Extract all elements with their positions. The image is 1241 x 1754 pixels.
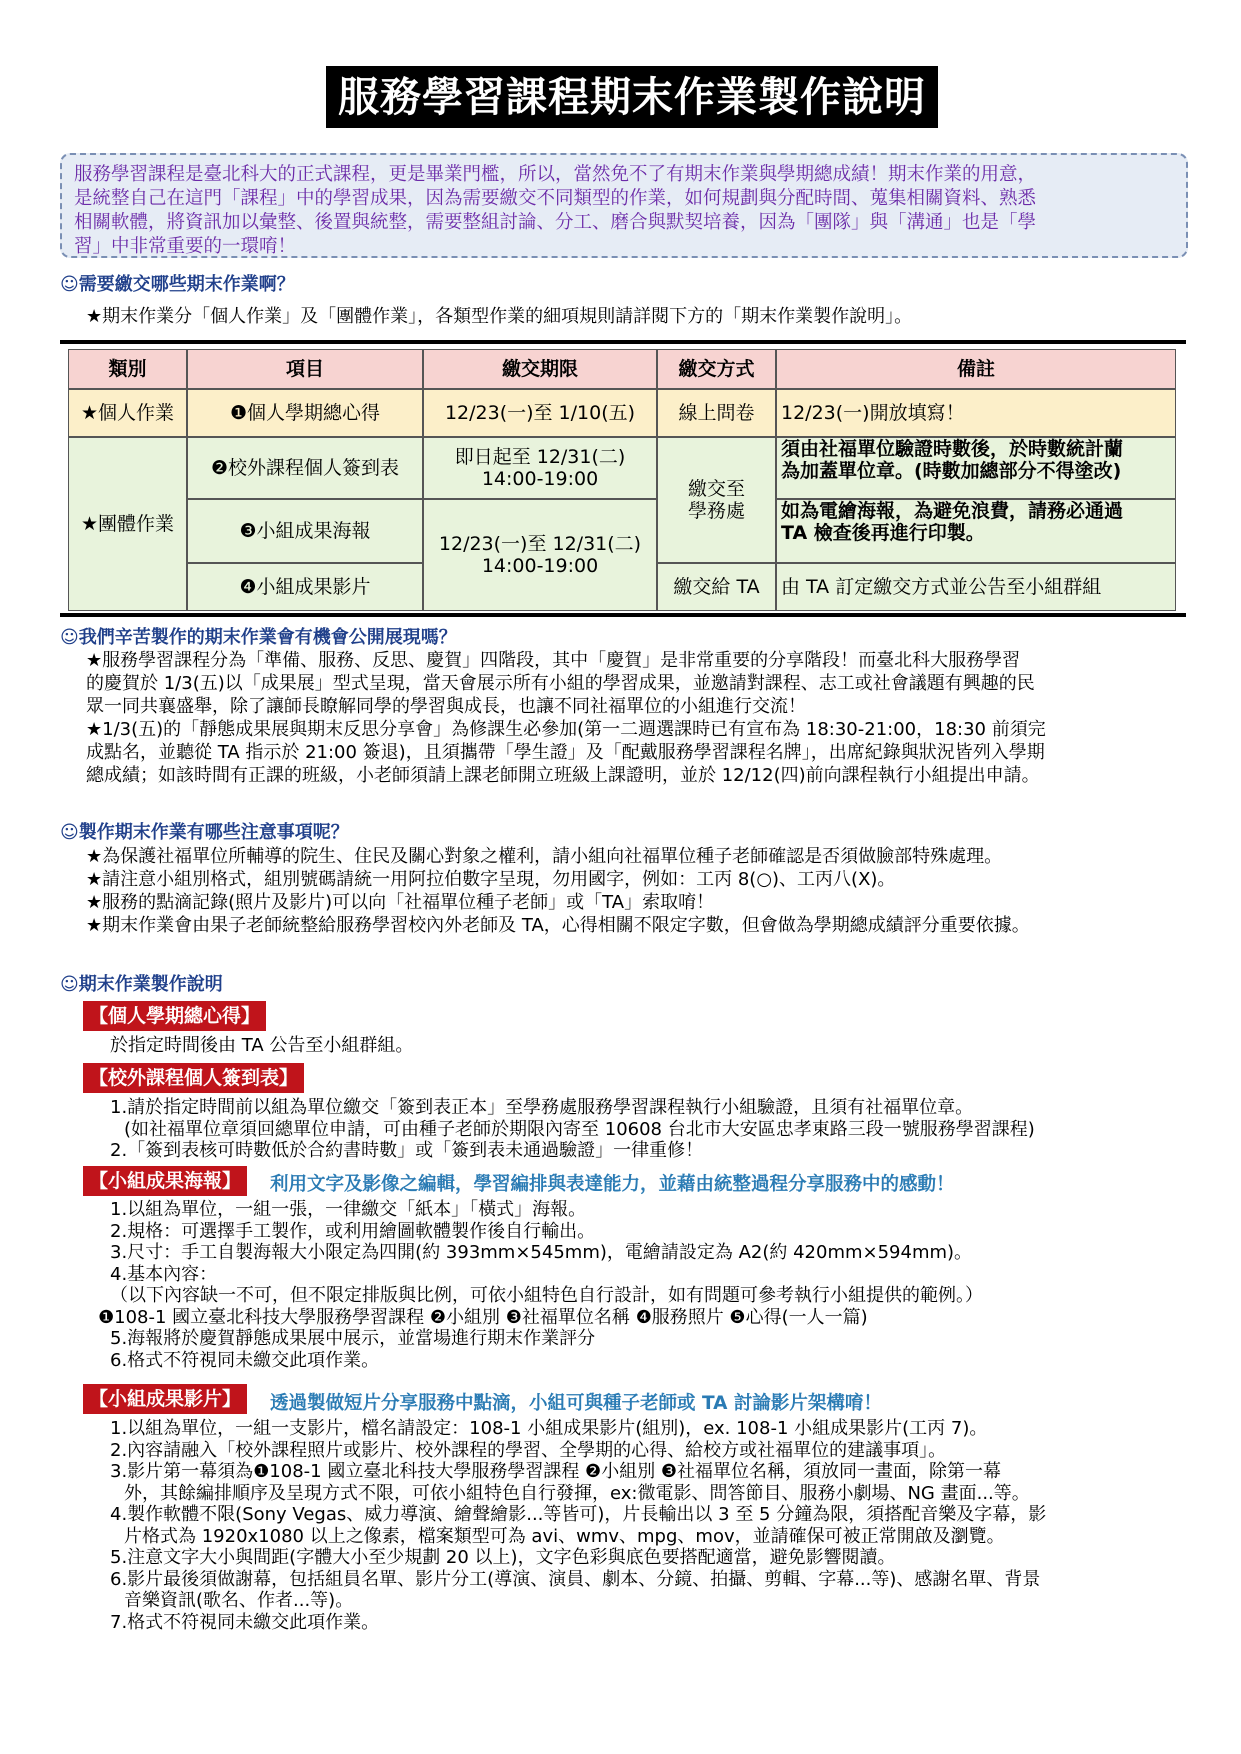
method-line: 學務處 <box>687 500 745 522</box>
table-cell-note <box>776 437 1176 499</box>
section-heading-submissions: ☺需要繳交哪些期末作業啊？ <box>60 274 295 295</box>
deadline-line: 即日起至 12/31(二) <box>454 446 626 468</box>
table-cell: 繳交給 TA <box>657 563 776 611</box>
section-heading-instructions: ☺期末作業製作說明 <box>60 974 223 995</box>
text-line: 片格式為 1920x1080 以上之像素，檔案類型可為 avi、wmv、mpg、mov，並請確保可被正常開啟及瀏覽。 <box>124 1525 1005 1547</box>
intro-line: 相關軟體，將資訊加以彙整、後置與統整，需要整組討論、分工、磨合與默契培養，因為「團隊」與「溝通」也是「學 <box>74 212 1037 233</box>
text-line: （以下內容缺一不可，但不限定排版與比例，可依小組特色自行設計，如有問題可參考執行小組提供的範例。） <box>110 1285 983 1306</box>
list-group-poster <box>98 1199 983 1371</box>
section-heading-notes: ☺製作期末作業有哪些注意事項呢？ <box>60 822 349 843</box>
video-slogan: 透過製做短片分享服務中點滴，小組可與種子老師或 TA 討論影片架構唷！ <box>270 1393 882 1414</box>
intro-line: 習」中非常重要的一環唷！ <box>74 236 297 257</box>
text-line: 於指定時間後由 TA 公告至小組群組。 <box>110 1035 414 1056</box>
section-heading-exhibition: ☺我們辛苦製作的期末作業會有機會公開展現嗎？ <box>60 627 457 648</box>
table-cell: ❷校外課程個人簽到表 <box>187 437 423 499</box>
text-line: 1.以組為單位，一組一張，一律繳交「紙本」「橫式」海報。 <box>110 1199 587 1220</box>
list-personal-reflection <box>110 1035 413 1057</box>
intro-line: 是統整自己在這門「課程」中的學習成果，因為需要繳交不同類型的作業，如何規劃與分配時間、蒐集相關資料、熟悉 <box>74 188 1037 209</box>
text-line: 2.內容請融入「校外課程照片或影片、校外課程的學習、全學期的心得、給校方或社福單位的建議事項」。 <box>110 1439 947 1461</box>
table-cell-deadline <box>423 499 657 611</box>
text-line: 成點名，並聽從 TA 指示於 21:00 簽退)，且須攜帶「學生證」及「配戴服務學習課程名牌」，出席紀錄與狀況皆列入學期 <box>86 742 1045 763</box>
table-cell: ❶個人學期總心得 <box>187 389 423 437</box>
text-line: ★為保護社福單位所輔導的院生、住民及關心對象之權利，請小組向社福單位種子老師確認是否須做臉部特殊處理。 <box>86 846 1003 867</box>
section-body-exhibition <box>86 649 1046 787</box>
text-line: 5.注意文字大小與間距(字體大小至少規劃 20 以上)，文字色彩與底色要搭配適當，避免影響閱讀。 <box>110 1547 896 1568</box>
text-line: 4.製作軟體不限(Sony Vegas、威力導演、繪聲繪影...等皆可)，片長輸出以 3 至 5 分鐘為限，須搭配音樂及字幕，影 <box>110 1504 1047 1525</box>
table-cell: ★個人作業 <box>68 389 187 437</box>
text-line: 2.規格：可選擇手工製作，或利用繪圖軟體製作後自行輸出。 <box>110 1220 596 1242</box>
text-line: 1.請於指定時間前以組為單位繳交「簽到表正本」至學務處服務學習課程執行小組驗證，且須有社福單位章。 <box>110 1097 974 1118</box>
text-line: 3.尺寸：手工自製海報大小限定為四開(約 393mm×545mm)，電繪請設定為 A2(約 420mm×594mm)。 <box>110 1242 973 1263</box>
text-line: ★服務學習課程分為「準備、服務、反思、慶賀」四階段，其中「慶賀」是非常重要的分享階段！而臺北科大服務學習 <box>86 650 1021 671</box>
section-body-notes <box>86 845 1030 937</box>
deadline-line: 12/23(一)至 12/31(二) <box>438 533 642 555</box>
table-cell: 12/23(一)至 1/10(五) <box>423 389 657 437</box>
table-cell-method <box>657 437 776 563</box>
list-group-video <box>110 1418 1046 1633</box>
table-cell: ❹小組成果影片 <box>187 563 423 611</box>
text-line: ★期末作業會由果子老師統整給服務學習校內外老師及 TA，心得相關不限定字數，但會做為學期總成績評分重要依據。 <box>86 915 1030 936</box>
note-line: 為加蓋單位章。(時數加總部分不得塗改) <box>781 460 1122 482</box>
table-header: 類別 <box>68 349 187 389</box>
table-cell-deadline <box>423 437 657 499</box>
section-text: ★期末作業分「個人作業」及「團體作業」，各類型作業的細項規則請詳閱下方的「期末作業製作說明」。 <box>86 306 913 327</box>
table-cell: 12/23(一)開放填寫！ <box>776 389 1176 437</box>
text-line: 眾一同共襄盛舉，除了讓師長瞭解同學的學習與成長，也讓不同社福單位的小組進行交流！ <box>86 696 806 717</box>
poster-slogan: 利用文字及影像之編輯，學習編排與表達能力，並藉由統整過程分享服務中的感動！ <box>270 1174 955 1195</box>
deadline-line: 14:00-19:00 <box>481 468 599 490</box>
tag-group-poster: 【小組成果海報】 <box>83 1166 247 1196</box>
text-line: 總成績；如該時間有正課的班級，小老師須請上課老師開立班級上課證明，並於 12/12(四)前向課程執行小組提出申請。 <box>86 765 1040 786</box>
assignment-table <box>60 340 1186 617</box>
text-line: ★1/3(五)的「靜態成果展與期末反思分享會」為修課生必參加(第一二週選課時已有宣布為 18:30-21:00，18:30 前須完 <box>86 719 1046 740</box>
note-line: 如為電繪海報，為避免浪費，請務必通過 <box>781 500 1124 522</box>
text-line: ❶108-1 國立臺北科技大學服務學習課程 ❷小組別 ❸社福單位名稱 ❹服務照片 ❺心得(一人一篇) <box>98 1306 868 1328</box>
text-line: 7.格式不符視同未繳交此項作業。 <box>110 1611 380 1633</box>
text-line: 5.海報將於慶賀靜態成果展中展示，並當場進行期末作業評分 <box>110 1328 596 1349</box>
text-line: ★請注意小組別格式，組別號碼請統一用阿拉伯數字呈現，勿用國字，例如：工丙 8(○)、工丙八(X)。 <box>86 869 896 890</box>
page-title: 服務學習課程期末作業製作說明 <box>326 66 938 128</box>
text-line: 6.格式不符視同未繳交此項作業。 <box>110 1349 380 1371</box>
text-line: 2.「簽到表核可時數低於合約書時數」或「簽到表未通過驗證」一律重修！ <box>110 1140 704 1161</box>
list-signin-sheet <box>110 1097 1035 1162</box>
table-header: 繳交方式 <box>657 349 776 389</box>
intro-box <box>60 153 1188 258</box>
tag-group-video: 【小組成果影片】 <box>83 1384 247 1414</box>
table-cell: ❸小組成果海報 <box>187 499 423 563</box>
text-line: 3.影片第一幕須為❶108-1 國立臺北科技大學服務學習課程 ❷小組別 ❸社福單位名稱，須放同一畫面，除第一幕 <box>110 1461 1002 1482</box>
deadline-line: 14:00-19:00 <box>481 555 599 577</box>
table-cell-group: ★團體作業 <box>68 437 187 611</box>
text-line: 6.影片最後須做謝幕，包括組員名單、影片分工(導演、演員、劇本、分鏡、拍攝、剪輯、字幕...等)、感謝名單、背景 <box>110 1568 1041 1590</box>
method-line: 繳交至 <box>687 478 745 500</box>
table-header: 備註 <box>776 349 1176 389</box>
text-line: (如社福單位章須回總單位申請，可由種子老師於期限內寄至 10608 台北市大安區忠孝東路三段一號服務學習課程) <box>124 1118 1035 1140</box>
text-line: 1.以組為單位，一組一支影片，檔名請設定：108-1 小組成果影片(組別)，ex. 108-1 小組成果影片(工丙 7)。 <box>110 1418 988 1439</box>
table-cell: 線上問卷 <box>657 389 776 437</box>
text-line: 音樂資訊(歌名、作者...等)。 <box>124 1590 354 1611</box>
text-line: 4.基本內容： <box>110 1263 218 1285</box>
intro-line: 服務學習課程是臺北科大的正式課程，更是畢業門檻，所以，當然免不了有期末作業與學期總成績！期末作業的用意， <box>74 164 1037 185</box>
text-line: 的慶賀於 1/3(五)以「成果展」型式呈現，當天會展示所有小組的學習成果，並邀請對課程、志工或社會議題有興趣的民 <box>86 673 1035 694</box>
table-header: 項目 <box>187 349 423 389</box>
tag-personal-reflection: 【個人學期總心得】 <box>83 1001 266 1031</box>
table-header: 繳交期限 <box>423 349 657 389</box>
text-line: ★服務的點滴記錄(照片及影片)可以向「社福單位種子老師」或「TA」索取唷！ <box>86 892 715 913</box>
note-line: 須由社福單位驗證時數後，於時數統計蘭 <box>781 438 1124 460</box>
table-cell-note <box>776 499 1176 563</box>
tag-signin-sheet: 【校外課程個人簽到表】 <box>83 1063 304 1093</box>
table-cell: 由 TA 訂定繳交方式並公告至小組群組 <box>776 563 1176 611</box>
note-line: TA 檢查後再進行印製。 <box>781 522 985 544</box>
text-line: 外，其餘編排順序及呈現方式不限，可依小組特色自行發揮，ex:微電影、問答節目、服務小劇場、NG 畫面...等。 <box>124 1482 1030 1504</box>
